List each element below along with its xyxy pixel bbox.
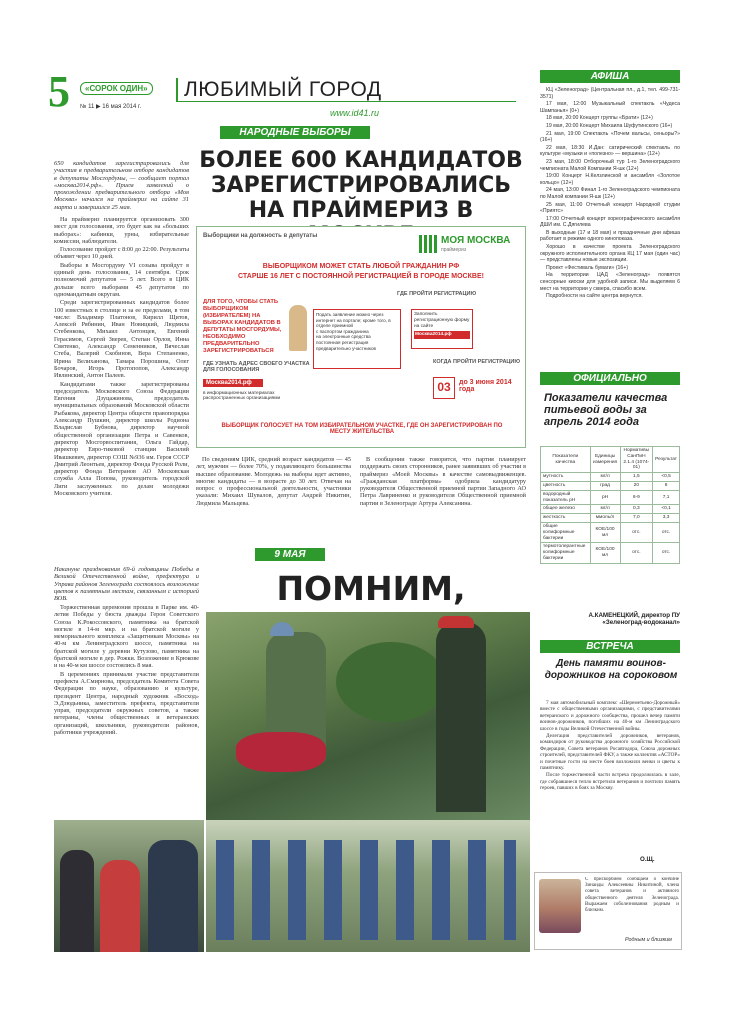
table-cell: цветность — [541, 481, 591, 490]
photo-parade — [206, 820, 530, 952]
water-quality-table — [540, 446, 680, 564]
afisha-item: 23 мая, 18:00 Отборочный тур 1-го Зеленоградского чемпионата Малой Компании Я-шк (12+) — [540, 158, 680, 172]
paragraph: Выборы в Мосгордуму VI созыва пройдут в единый день голосования, 14 сентября. Срок полномочий депутатов — 5 лет. Всего в ЦИК дольше всего выборами 45 депутатов по одномандатным округам. — [54, 261, 189, 298]
table-cell: 20 — [620, 481, 653, 490]
water-table-title: Показатели качества питьевой воды за апрель 2014 года — [544, 392, 668, 428]
paragraph: Делегация представителей дорожников, ветеранов, командиров от руководства дорожного хозяйства Российской Федерации, Совета ветеранов Росавтодора, Союза дорожных строителей, представителей ФКУ, а также коллектив «АСТОР» и почетные гости на месте боев возложили венки и цветы к памятнику. — [540, 733, 680, 772]
paragraph: Голосование пройдет с 8:00 до 22:00. Результаты объявят через 10 дней. — [54, 246, 189, 261]
table-cell: <0,5 — [653, 473, 680, 482]
newspaper-logo: «СОРОК ОДИН» — [80, 82, 153, 95]
mid-list-item: постоянная регистрация — [316, 339, 369, 345]
obituary-text: С прискорбием сообщаем о кончине Зинаиды Алексеевны Никитиной, члена совета ветеранов и активного общественного деятеля Зеленограда. Выражаем соболезнования родным и близким. — [585, 877, 679, 914]
afisha-item: 18 мая, 20:00 Концерт группы «Брати» (12+) — [546, 115, 653, 122]
paragraph: Торжественная церемония прошла в Парке им. 40-летия Победы у бюста дважды Героя Советского Союза К.Рокоссовского, памятника на братской могиле в 14-м мкр. и на братской могиле у мемориального комплекса «Защитникам Москвы» на 40-м км Ленинградского шоссе, памятника на братской могиле у деревни Кутузово, памятника на братской могиле в дер. Рожки. Возложение в Крюкове и на 40-м км шоссе состоялись 8 мая. — [54, 604, 199, 670]
afisha-extra: Хорошо в качестве проекта Зеленоградского окружного исполнительного органа КЦ 17 мая (один час) — представлены новые экспозиции. — [540, 244, 680, 264]
when-label: КОГДА ПРОЙТИ РЕГИСТРАЦИЮ — [433, 359, 521, 365]
table-cell: общие колиформные бактерии — [541, 522, 591, 542]
may9-headline: ПОМНИМ, — [276, 569, 466, 608]
table-cell: 6-9 — [620, 490, 653, 505]
paragraph: По сведениям ЦИК, средний возраст кандидатов — 45 лет, мужчин — более 70%, у подавляющего большинства высшее образование. Молодежь на выборы идет активно, многие кандидаты — в возрасте до 30 лет. Отвечая на вопрос о профессиональной деятельности, участники указали: Михаил Шувалов, депутат Андрей Никитин, Людмила Мальцева. — [196, 456, 351, 507]
infographic-box1-title: ВЫБОРЩИКОМ МОЖЕТ СТАТЬ ЛЮБОЙ ГРАЖДАНИН РФ — [262, 263, 460, 270]
afisha-item: 19 мая, 20:00 Концерт Михаила Шуфутинского (16+) — [546, 122, 673, 129]
afisha-list — [540, 87, 680, 363]
afisha-item: 22 мая, 18:30 И.Дан: сатирический спектакль по культуре «музыки и «полезно» — вершина» (12+) — [540, 144, 680, 158]
infographic-mid-box — [313, 309, 401, 369]
afisha-extra: На территории ЦАД «Зеленоград» появятся сенсорные киоски для удобной записи. Мы выделяем 6 мест на территории у сквера, спасибо всем. — [540, 272, 680, 292]
mid-text: Подать заявление можно через интернет на портале; кроме того, в отделе приемной — [316, 312, 391, 329]
photo-officials — [54, 820, 204, 952]
register-site[interactable]: Москва2014.рф — [414, 331, 470, 339]
afisha-item: 19:00 Концерт Н.Келзлинской и ансамбля «Золотое кольцо» (12+) — [540, 173, 680, 186]
table-header-cell: Показатели качества — [541, 447, 591, 473]
afisha-item: 21 мая, 19:00 Спектакль «Почем вальсы, сеньоры?» (16+) — [540, 130, 680, 144]
beret-icon — [270, 622, 294, 636]
table-cell: отс. — [620, 543, 653, 563]
table-cell: мутность — [541, 473, 591, 482]
table-cell: КОЕ/100 мл — [590, 543, 620, 563]
table-header-cell: Результат — [653, 447, 680, 473]
official-signature: А.КАМЕНЕЦКИЙ, директор ПУ «Зеленоград-водоканал» — [588, 612, 680, 626]
table-cell: ммоль/л — [590, 514, 620, 523]
table-row — [541, 505, 680, 514]
headline-line-3: НА ПРАЙМЕРИЗ В — [248, 198, 474, 223]
infographic-box — [196, 226, 526, 448]
register-label: ГДЕ ПРОЙТИ РЕГИСТРАЦИЮ — [397, 291, 477, 297]
afisha-extra: Подробности на сайте центра вернутся. — [546, 293, 643, 300]
right-text: Заполнить регистрационную форму на сайте — [414, 312, 470, 329]
table-header-cell: Единицы измерения — [590, 447, 620, 473]
vstrecha-headline: День памяти воинов-дорожников на сороковом — [544, 658, 678, 681]
paragraph: Кандидатами также зарегистрированы председатель Московского Союза Федерации Евгения Дзуцажинова, председатель муниципальных образований Московской области Рыбакова, директор Центра обществ правопорядка Александр Пушкин, директор школы Родиона Владислав Бубнова, директор научной общественной организации Петра и Савенков, директор Мосгорвоспитания, Ольга Гайдар, директор Евро-тиковой станции Василий Ивашкевич, директор СОШ №936 им. Героя СССР Дмитрий Леонтьев, директор Фонда Русской Роли, директор Фонда Ветеранов АО Московская служба Алла Попова, руководитель городской Лиги заслуженных по делам молодежи Московского учителя. — [54, 380, 189, 497]
main-column-1 — [54, 216, 189, 526]
afisha-item: 25 мая, 11:00 Отчетный концерт Народной студии «Приятс» — [540, 201, 680, 215]
table-cell: рН — [590, 490, 620, 505]
person-icon — [289, 305, 307, 351]
afisha-item: 17 мая, 12:00 Музыкальный спектакль «Чудеса Шампанья» (0+) — [540, 101, 680, 114]
table-cell: 1,5 — [620, 473, 653, 482]
mid-list-item: на электронные средства — [316, 334, 371, 340]
table-row — [541, 473, 680, 482]
table-cell: жесткость — [541, 514, 591, 523]
table-cell: мг/л — [590, 505, 620, 514]
photo-wreath-laying — [206, 612, 530, 820]
vstrecha-text — [540, 700, 680, 852]
table-cell: 7,0 — [620, 514, 653, 523]
table-row — [541, 481, 680, 490]
table-cell: отс. — [620, 522, 653, 542]
afisha-note: В выходные (17 и 18 мая) и праздничные дни афиша работает в режиме одного кинопоказа. — [540, 229, 680, 243]
issue-info: № 11 ▶ 16 мая 2014 г. — [80, 104, 142, 110]
mid-list-item: с паспортом гражданина — [316, 328, 369, 334]
date-text: до 3 июня 2014 года — [459, 379, 512, 393]
officer-cap-icon — [438, 616, 474, 628]
vstrecha-sign: О.Щ. — [640, 856, 655, 863]
may9-column — [54, 604, 199, 809]
wreath-icon — [336, 642, 446, 722]
table-cell: КОЕ/100 мл — [590, 522, 620, 542]
table-row — [541, 490, 680, 505]
main-column-2 — [196, 456, 351, 528]
header-rule — [176, 101, 516, 102]
table-cell: 8 — [653, 481, 680, 490]
may9-lead: Накануне празднования 69-й годовщины Победы в Великой Отечественной войне, префектура и Управа районов Зеленограда состоялось возложение цветов к памятным местам, связанным с историей ВОВ. — [54, 566, 199, 603]
afisha-item: 24 мая, 13:00 Финал 1-го Зеленоградского чемпионата по Малой компании Я-шк (12+) — [540, 187, 680, 200]
table-cell: отс. — [653, 543, 680, 563]
table-cell: 3,3 — [653, 514, 680, 523]
moya-moskva-logo-icon — [419, 235, 437, 253]
table-cell: водородный показатель рН — [541, 490, 591, 505]
table-cell: термотолерантные колиформные бактерии — [541, 543, 591, 563]
table-cell: мг/л — [590, 473, 620, 482]
page-number: 5 — [48, 67, 70, 116]
address-label: ГДЕ УЗНАТЬ АДРЕС СВОЕГО УЧАСТКА ДЛЯ ГОЛОСОВАНИЯ — [203, 361, 310, 373]
logo-sub: праймериз — [441, 247, 467, 253]
table-header-cell: Нормативы СанПиН 2.1.4 (1074-01) — [620, 447, 653, 473]
infographic-left-red: ДЛЯ ТОГО, ЧТОБЫ СТАТЬ ВЫБОРЩИКОМ (ИЗБИРАТЕЛЕМ) НА ВЫБОРАХ КАНДИДАТОВ В ДЕПУТАТЫ МОСГОРДУМЫ, НЕОБХОДИМО ПРЕДВАРИТЕЛЬНО ЗАРЕГИСТРИРОВАТЬСЯ — [203, 299, 282, 354]
paragraph: В церемониях принимали участие представители префекта А.Смирнова, председатель Комитета Совета Федерации по науке, образованию и культуре, президент Центра, народный художник «Восход» Э.Дзюдьника, заместитель префекта, представители управ, председатели окружных советов, а также ветераны, члены общественных и ветеранских организаций, школьники, руководители районов, работники учреждений. — [54, 670, 199, 737]
vstrecha-header: ВСТРЕЧА — [540, 640, 680, 653]
headline-line-1: БОЛЕЕ 600 КАНДИДАТОВ — [199, 148, 523, 173]
paragraph: Среди зарегистрированных кандидатов более 100 известных в столице и за ее пределами, в том числе: Владимир Платонов, Кирилл Щитов, Алексей Рябинин, Иван Новицкий, Людмила Стебенкова, Михаил Антонцев, Евгений Герасимов, Сергей Зверев, Степан Орлов, Инна Святенко, Александр Семенников, Вячеслав Стеба, Валерий Скобинов, Вера Степаненко, Ирина Велиханова, Тамара Порошина, Олег Бочаров, Игорь Протопопов, Александр Ивлинский, Антон Палеев. — [54, 299, 189, 380]
paragraph: После торжественной части встреча продолжилась в зале, где собравшиеся тепло встретили ветеранов и почтили память героев, павших в боях за Москву. — [540, 772, 680, 792]
paragraph: На праймериз планируется организовать 300 мест для голосования, это будет как на «больших выборах»: кабинки, урны, избирательные комиссии, наблюдатели. — [54, 216, 189, 245]
official-header: ОФИЦИАЛЬНО — [540, 372, 680, 385]
paragraph: 7 мая автомобильный комплекс «Шереметьево-Дорожный» вместе с общественными организациями, с представителями ветеранского и дорожного сообщества, прошел вечер памяти воинов-дорожников, погибших на 40-м км Ленинградского шоссе в годы Великой Отечественной войны. — [540, 700, 680, 732]
table-cell: 7,1 — [653, 490, 680, 505]
table-row — [541, 522, 680, 542]
address-site[interactable]: Москва2014.рф — [203, 379, 263, 387]
headline-line-2: ЗАРЕГИСТРИРОВАЛИСЬ — [210, 173, 512, 198]
infographic-right-box — [411, 309, 473, 349]
main-lead: 650 кандидатов зарегистрировались для участия в предварительном отборе кандидатов в депутаты Мосгордумы, — сообщает портал «москва2014.рф». Прием заявлений о прохождении предварительного отбора «Моя Москва» начался на праймериз на сайте 31 марта и завершился 25 мая. — [54, 160, 189, 211]
address-note: в информационных материалах распространенных организациями — [203, 391, 281, 401]
mid-list-item: предварительно участников — [316, 345, 376, 351]
flowers-icon — [236, 732, 326, 772]
table-cell: <0,1 — [653, 505, 680, 514]
table-cell: общее железо — [541, 505, 591, 514]
table-cell: град — [590, 481, 620, 490]
afisha-header: АФИША — [540, 70, 680, 83]
obituary-box — [534, 872, 682, 950]
section-tag-may9: 9 МАЯ — [255, 548, 325, 561]
infographic-box1-sub: СТАРШЕ 16 ЛЕТ С ПОСТОЯННОЙ РЕГИСТРАЦИЕЙ В ГОРОДЕ МОСКВЕ! — [238, 273, 484, 280]
obituary-sign: Родным и близким — [625, 937, 672, 943]
table-cell: 0,3 — [620, 505, 653, 514]
rubric-title: ЛЮБИМЫЙ ГОРОД — [176, 78, 382, 102]
paragraph: В сообщении также говорится, что партия планирует поддержать своих сторонников, ранее заявивших об участии в праймериз «Моей Москвы» в качестве самовыдвиженцев. «Гражданская платформа» одобрила кандидатуру руководителя Общественной приемной партии Западного АО Петра Лавриненко и руководителя Общественной приемной партии в Зеленограде Артура Алексанина. — [360, 456, 526, 507]
table-header-row — [541, 447, 680, 473]
infographic-title: Выборщики на должность в депутаты — [203, 233, 318, 239]
table-cell: отс. — [653, 522, 680, 542]
site-link[interactable]: www.id41.ru — [330, 108, 380, 118]
main-column-3 — [360, 456, 526, 528]
afisha-intro: КЦ «Зеленоград» (Центральная пл., д.1, тел. 499-731-3571) — [540, 87, 680, 100]
afisha-extra: Проект «Фестиваль бумаги» (16+) — [546, 264, 629, 271]
afisha-item: 17:00 Отчетный концерт хореографического ансамбля ДШИ им. С.Дягилева — [540, 215, 680, 229]
section-tag-elections: НАРОДНЫЕ ВЫБОРЫ — [220, 126, 370, 139]
infographic-bottom: ВЫБОРЩИК ГОЛОСУЕТ НА ТОМ ИЗБИРАТЕЛЬНОМ УЧАСТКЕ, ГДЕ ОН ЗАРЕГИСТРИРОВАН ПО МЕСТУ ЖИТЕЛЬСТВА — [221, 423, 503, 435]
table-row — [541, 543, 680, 563]
calendar-icon: 03 — [433, 377, 455, 399]
table-row — [541, 514, 680, 523]
portrait-photo — [539, 879, 581, 933]
logo-text: МОЯ МОСКВА — [441, 235, 511, 246]
